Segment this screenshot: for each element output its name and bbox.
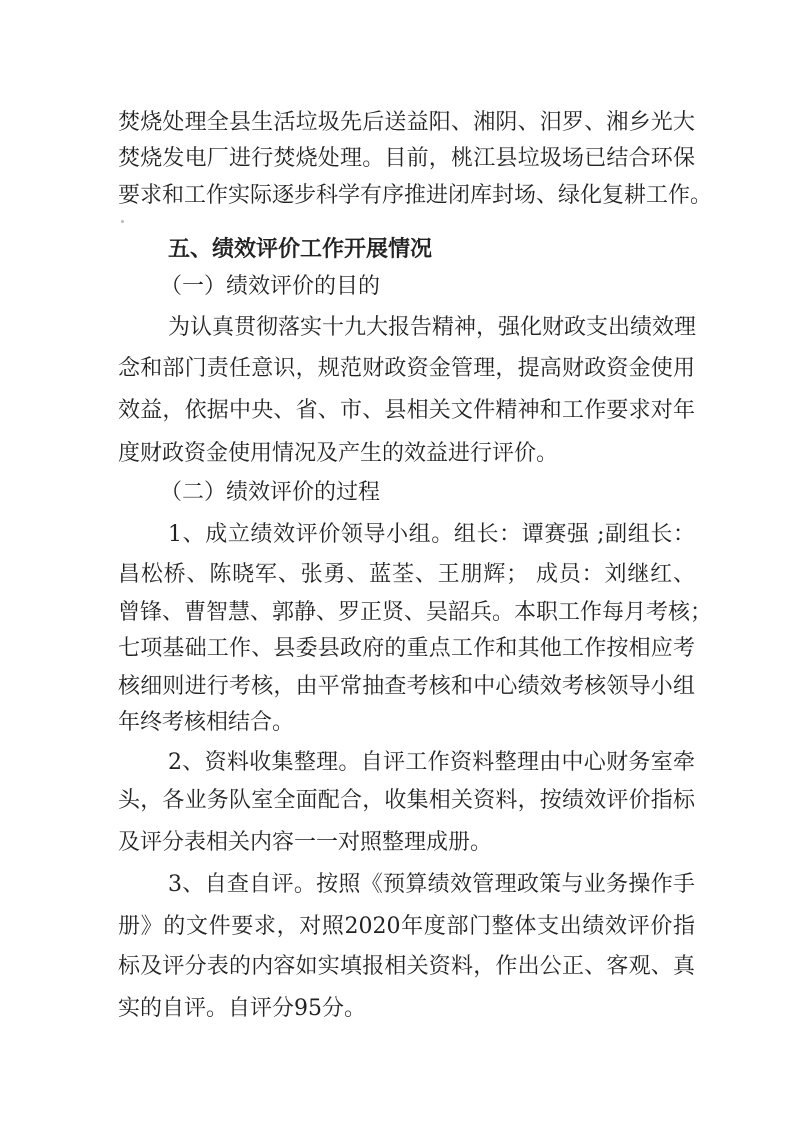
paragraph-line: 为认真贯彻落实十九大报告精神，强化财政支出绩效理 <box>168 315 697 340</box>
paragraph-line: 册》的文件要求，对照2020年度部门整体支出绩效评价指 <box>118 914 695 939</box>
paragraph-line: 要求和工作实际逐步科学有序推进闭库封场、绿化复耕工作。 <box>118 183 713 208</box>
paragraph-line: 昌松桥、陈晓军、张勇、蓝荃、王朋辉； 成员：刘继红、 <box>118 562 695 587</box>
paragraph-line: 2、资料收集整理。自评工作资料整理由中心财务室牵 <box>168 750 695 775</box>
paragraph-line: 1、成立绩效评价领导小组。组长：谭赛强 ;副组长： <box>168 522 695 547</box>
paragraph-line: 度财政资金使用情况及产生的效益进行评价。 <box>118 441 559 466</box>
subheading: （一）绩效评价的目的 <box>160 274 381 299</box>
paragraph-line: 效益，依据中央、省、市、县相关文件精神和工作要求对年 <box>118 398 695 423</box>
paragraph-line: 曾锋、曹智慧、郭静、罗正贤、吴韶兵。本职工作每月考核； <box>118 600 713 625</box>
paragraph-line: 焚烧发电厂进行焚烧处理。目前，桃江县垃圾场已结合环保 <box>118 146 695 171</box>
paragraph-line: 实的自评。自评分95分。 <box>118 996 366 1021</box>
paragraph-line: 年终考核相结合。 <box>118 710 295 735</box>
paragraph-line: 及评分表相关内容一一对照整理成册。 <box>118 830 493 855</box>
paragraph-line: 焚烧处理全县生活垃圾先后送益阳、湘阴、汨罗、湘乡光大 <box>118 110 695 135</box>
paragraph-line: 3、自查自评。按照《预算绩效管理政策与业务操作手 <box>168 872 695 897</box>
paragraph-line: 标及评分表的内容如实填报相关资料，作出公正、客观、真 <box>118 954 695 979</box>
paragraph-line: 核细则进行考核，由平常抽查考核和中心绩效考核领导小组 <box>118 674 695 699</box>
paragraph-line: 念和部门责任意识，规范财政资金管理，提高财政资金使用 <box>118 356 695 381</box>
section-heading: 五、绩效评价工作开展情况 <box>168 237 433 262</box>
subheading: （二）绩效评价的过程 <box>160 480 381 505</box>
paragraph-line: 头，各业务队室全面配合，收集相关资料，按绩效评价指标 <box>118 788 695 813</box>
paragraph-mark <box>121 220 124 223</box>
paragraph-line: 七项基础工作、县委县政府的重点工作和其他工作按相应考 <box>118 636 695 661</box>
